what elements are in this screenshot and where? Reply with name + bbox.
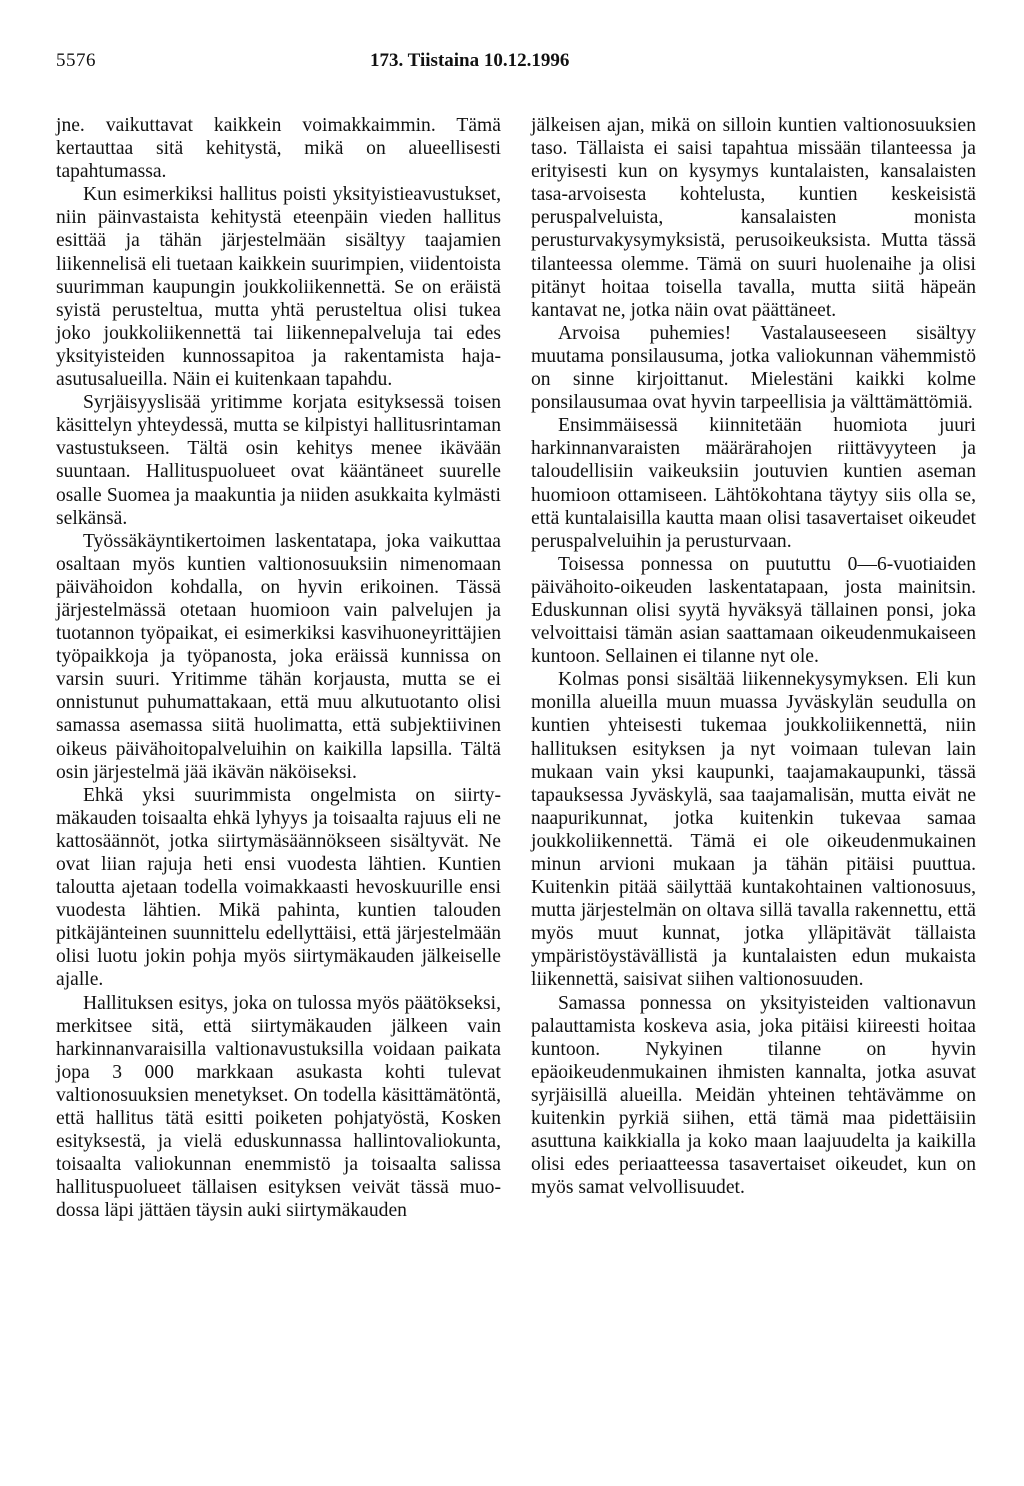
paragraph: jne. vaikuttavat kaikkein voimakkaimmin. Tämä kertauttaa sitä kehitystä, mikä on alueellisesti tapahtumassa. [56,115,501,183]
left-column [56,114,501,1223]
paragraph: Samassa ponnessa on yksityisteiden valtionavun palauttamista koskeva asia, joka pitäisi kiireesti hoitaa kuntoon. Nykyinen tilanne on hyvin epäoikeudenmukainen ihmisten kannalta, jotka asuvat syrjäisillä alueilla. Meidän yhteinen tehtävämme on kuitenkin pyrkiä siihen, että tämä maa pidettäisiin asuttuna kaikkialla ja koko maan laajuudelta ja kaikilla olisi edes periaatteessa tasavertaiset oikeudet, kun on myös samat velvollisuudet. [531,992,976,1199]
paragraph: Toisessa ponnessa on puututtu 0—6-vuotiaiden päivähoito-oikeuden laskentatapaan, josta mainitsin. Eduskunnan olisi syytä hyväksyä tällainen ponsi, joka velvoittaisi tämän asian saattamaan oikeudenmukaiseen kuntoon. Sellainen ei tilanne nyt ole. [531,553,976,668]
paragraph: Hallituksen esitys, joka on tulossa myös päätökseksi, merkitsee sitä, että siirtymäkauden jälkeen vain harkinnanvaraisilla valtionavustuksilla voidaan paikata jopa 3 000 markkaan asukasta kohti tulevat valtionosuuksien menetykset. On todella käsittämätöntä, että hallitus tätä esitti poiketen pohjatyöstä, Kosken esityksestä, ja vielä eduskunnassa hallintovaliokunta, toisaalta valiokunnan enemmistö ja toisaalta salissa hallituspuolueet tällaisen esityksen veivät tässä muodossa läpi jättäen täysin auki siirtymäkauden [56,992,501,1222]
paragraph: Ehkä yksi suurimmista ongelmista on siirtymäkauden toisaalta ehkä lyhyys ja toisaalta rajuus eli ne kattosäännöt, jotka siirtymäsäännökseen sisältyvät. Ne ovat liian rajuja heti ensi vuodesta lähtien. Kuntien taloutta ajetaan todella voimakkaasti hevoskuurille ensi vuodesta lähtien. Mikä pahinta, kuntien talouden pitkäjänteinen suunnittelu edellyttäisi, että järjestelmään olisi luotu jokin pohja myös siirtymäkauden jälkeiselle ajalle. [56,784,501,991]
paragraph: Kun esimerkiksi hallitus poisti yksityistieavustukset, niin päinvastaista kehitystä eteenpäin vieden hallitus esittää ja tähän järjestelmään sisältyy taajamien liikennelisä eli tuetaan kaikkein suurimpien, viidentoista suurimman kaupungin joukkoliikennettä. Se on eräistä syistä perusteltua, mutta yhtä perusteltua olisi tukea joko joukkoliikennettä tai liikennepalveluja tai edes yksityisteiden kunnossapitoa ja rakentamista haja-asutusalueilla. Näin ei kuitenkaan tapahdu. [56,184,501,391]
paragraph: Syrjäisyyslisää yritimme korjata esityksessä toisen käsittelyn yhteydessä, mutta se kilpistyi hallitusrintaman vastustukseen. Tältä osin kehitys menee ikävään suuntaan. Hallituspuolueet ovat kääntäneet suurelle osalle Suomea ja maakuntia ja niiden asukkaita kylmästi selkänsä. [56,392,501,529]
paragraph: Työssäkäyntikertoimen laskentatapa, joka vaikuttaa osaltaan myös kuntien valtionosuuksiin nimenomaan päivähoidon kohdalla, on hyvin erikoinen. Tässä järjestelmässä otetaan huomioon vain palvelujen ja tuotannon työpaikat, ei esimerkiksi kasvihuoneyrittäjien työpaikkoja ja työpanosta, joka eräissä kunnissa on varsin suuri. Yritimme tähän korjausta, mutta se ei onnistunut puhumattakaan, että muu alkutuotanto olisi samassa asemassa siitä huolimatta, että subjektiivinen oikeus päivähoitopalveluihin on kaikilla lapsilla. Tältä osin järjestelmä jää ikävän näköiseksi. [56,530,501,783]
page-number: 5576 [56,50,96,71]
page-header-title: 173. Tiistaina 10.12.1996 [370,50,570,71]
paragraph: Ensimmäisessä kiinnitetään huomiota juuri harkinnanvaraisten määrärahojen riittävyyteen ja taloudellisiin vaikeuksiin joutuvien kuntien aseman huomioon ottamiseen. Lähtökohtana täytyy siis olla se, että kuntalaisilla kautta maan olisi tasavertaiset oikeudet peruspalveluihin ja perusturvaan. [531,415,976,552]
right-column [531,114,976,1199]
paragraph: Kolmas ponsi sisältää liikennekysymyksen. Eli kun monilla alueilla muun muassa Jyväskylän seudulla on kuntien yhteisesti tukemaa joukkoliikennettä, niin hallituksen esityksen ja nyt voimaan tulevan lain mukaan vain yksi kaupunki, taajamakaupunki, tässä tapauksessa Jyväskylä, saa taajamalisän, mutta eivät ne naapurikunnat, jotka kuitenkin tukevaa samaa joukkoliikennettä. Tämä ei ole oikeudenmukainen minun arvioni mukaan ja tähän pitäisi puuttua. Kuitenkin pitää säilyttää kuntakohtainen valtionosuus, mutta järjestelmän on oltava sillä tavalla rakennettu, että myös muut kunnat, jotka ylläpitävät tällaista ympäristöystävällistä ja kuntalaisten edun mukaista liikennettä, saisivat siihen valtionosuuden. [531,669,976,991]
paragraph: jälkeisen ajan, mikä on silloin kuntien valtionosuuksien taso. Tällaista ei saisi tapahtua missään tilanteessa ja erityisesti kun on kysymys kuntalaisten, kansalaisten tasa-arvoisesta kohtelusta, kuntien keskeisistä peruspalveluista, kansalaisten monista perusturvakysymyksistä, perusoikeuksista. Mutta tässä tilanteessa olemme. Tämä on suuri huolenaihe ja olisi pitänyt hoitaa toisella tavalla, mutta siitä häpeän kantavat ne, jotka näin ovat päättäneet. [531,115,976,321]
paragraph: Arvoisa puhemies! Vastalauseeseen sisältyy muutama ponsilausuma, jotka valiokunnan vähemmistö on sinne kirjoittanut. Mielestäni kaikki kolme ponsilausumaa ovat hyvin tarpeellisia ja välttämättömiä. [531,322,976,414]
